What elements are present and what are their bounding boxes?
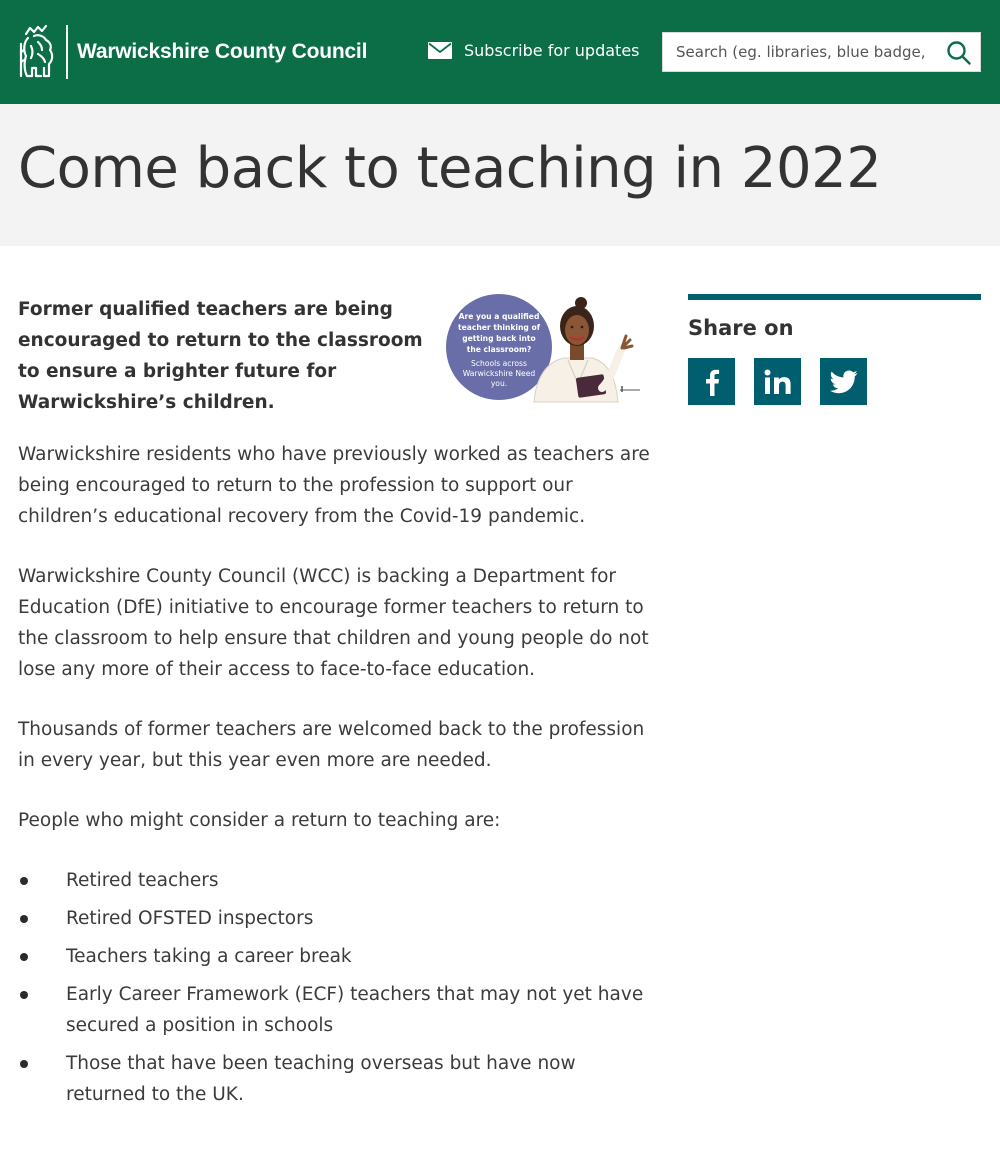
bullet-icon	[20, 953, 28, 961]
page-title: Come back to teaching in 2022	[18, 136, 882, 201]
bullet-icon	[20, 915, 28, 923]
envelope-icon	[428, 42, 452, 59]
list-item-text: Teachers taking a career break	[66, 946, 352, 967]
bullet-icon	[20, 877, 28, 885]
promo-subtext: Schools across Warwickshire Need you.	[462, 359, 536, 388]
list-item-text: Retired OFSTED inspectors	[66, 908, 314, 929]
list-item	[18, 941, 658, 972]
list-item-text: Those that have been teaching overseas but have now returned to the UK.	[66, 1053, 576, 1105]
article-paragraph: Thousands of former teachers are welcomed back to the profession in every year, but this year even more are needed.	[18, 719, 645, 771]
list-item	[18, 865, 658, 896]
linkedin-icon	[764, 369, 792, 395]
bullet-icon	[20, 1060, 28, 1068]
facebook-icon	[704, 368, 720, 396]
list-item-text: Early Career Framework (ECF) teachers that may not yet have secured a position in schools	[66, 984, 644, 1036]
list-item	[18, 1048, 658, 1110]
home-logo-link[interactable]	[18, 24, 367, 80]
article-paragraph: People who might consider a return to teaching are:	[18, 810, 501, 831]
teacher-illustration	[532, 294, 646, 404]
share-linkedin-button[interactable]	[754, 358, 801, 405]
page-title-band	[0, 104, 1000, 246]
search-input[interactable]	[663, 33, 935, 71]
list-item	[18, 903, 658, 934]
list-item-text: Retired teachers	[66, 870, 219, 891]
main-content	[0, 246, 1000, 1158]
share-divider	[688, 294, 981, 300]
search-icon[interactable]	[946, 40, 972, 66]
share-title: Share on	[688, 316, 794, 340]
promo-question: Are you a qualified teacher thinking of getting back into the classroom?	[457, 312, 541, 354]
subscribe-label: Subscribe for updates	[464, 41, 640, 60]
subscribe-link[interactable]	[428, 41, 640, 60]
site-header	[0, 0, 1000, 104]
list-item	[18, 979, 658, 1041]
logo-divider	[66, 25, 68, 79]
share-twitter-button[interactable]	[820, 358, 867, 405]
twitter-icon	[830, 370, 858, 394]
article-paragraph: Warwickshire residents who have previously worked as teachers are being encouraged to return to the profession to support our children’s educational recovery from the Covid-19 pandemic.	[18, 444, 650, 527]
bear-and-ragged-staff-logo-icon	[18, 24, 58, 80]
share-panel	[688, 294, 981, 405]
article-paragraph: Warwickshire County Council (WCC) is backing a Department for Education (DfE) initiative to encourage former teachers to return to the classroom to help ensure that children and young people do not lose any more of their access to face-to-face education.	[18, 566, 649, 680]
promo-image	[446, 294, 646, 406]
eligibility-list	[18, 865, 658, 1117]
search-box	[662, 32, 981, 72]
site-name: Warwickshire County Council	[77, 40, 368, 63]
bullet-icon	[20, 991, 28, 999]
article-intro: Former qualified teachers are being encouraged to return to the classroom to ensure a brighter future for Warwickshire’s children.	[18, 299, 423, 413]
share-buttons	[688, 358, 981, 405]
share-facebook-button[interactable]	[688, 358, 735, 405]
